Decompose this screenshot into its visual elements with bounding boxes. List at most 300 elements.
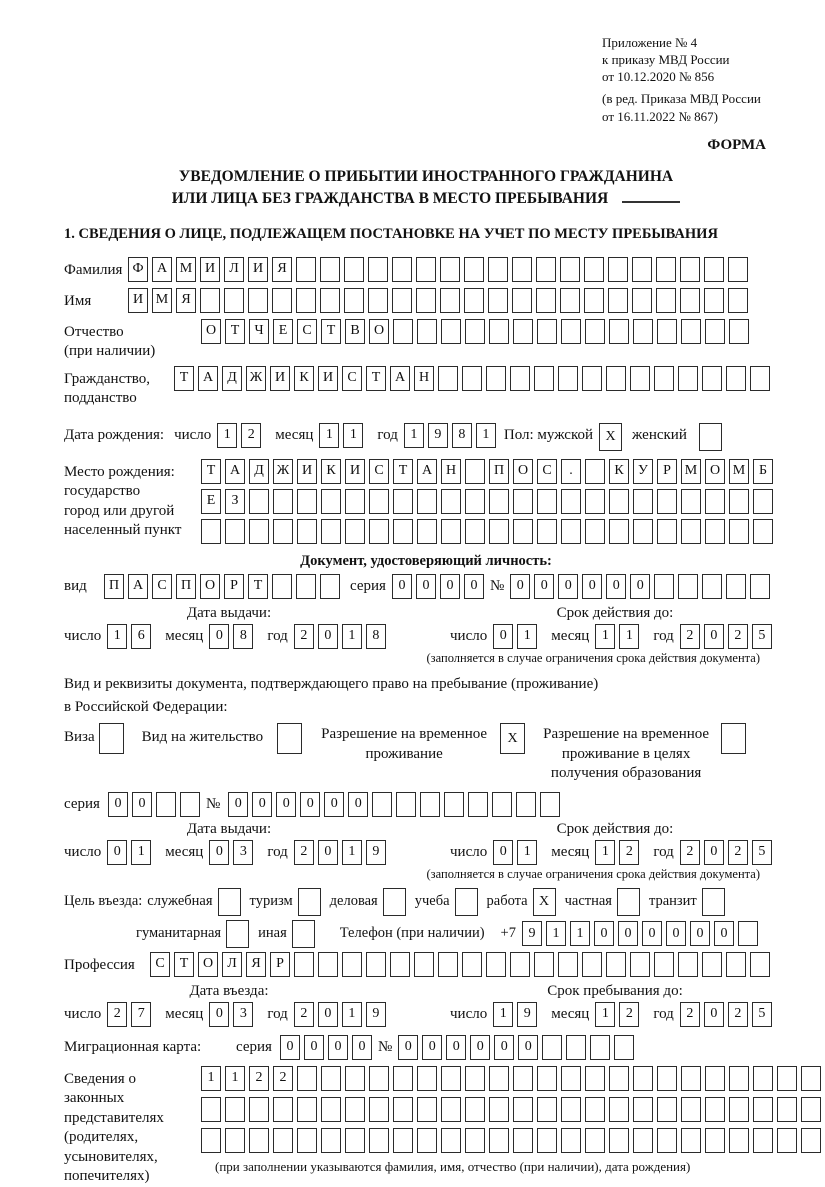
char-cell[interactable]: [201, 519, 221, 544]
char-cell[interactable]: [537, 319, 557, 344]
char-cell[interactable]: [465, 459, 485, 484]
char-cell[interactable]: 0: [328, 1035, 348, 1060]
char-cell[interactable]: [753, 1097, 773, 1122]
char-cell[interactable]: Ч: [249, 319, 269, 344]
char-cell[interactable]: [321, 1128, 341, 1153]
char-cell[interactable]: [444, 792, 464, 817]
char-cell[interactable]: К: [609, 459, 629, 484]
char-cell[interactable]: З: [225, 489, 245, 514]
char-cell[interactable]: [420, 792, 440, 817]
char-cell[interactable]: [510, 366, 530, 391]
char-cell[interactable]: И: [345, 459, 365, 484]
char-cell[interactable]: П: [104, 574, 124, 599]
char-cell[interactable]: В: [345, 319, 365, 344]
char-cell[interactable]: [561, 1128, 581, 1153]
char-cell[interactable]: С: [297, 319, 317, 344]
char-cell[interactable]: [609, 1066, 629, 1091]
char-cell[interactable]: [704, 257, 724, 282]
char-cell[interactable]: [585, 1128, 605, 1153]
char-cell[interactable]: [566, 1035, 586, 1060]
char-cell[interactable]: Т: [366, 366, 386, 391]
char-cell[interactable]: Д: [222, 366, 242, 391]
char-cell[interactable]: [632, 288, 652, 313]
char-cell[interactable]: 0: [324, 792, 344, 817]
char-cell[interactable]: [489, 1097, 509, 1122]
char-cell[interactable]: 2: [107, 1002, 127, 1027]
char-cell[interactable]: [225, 1097, 245, 1122]
char-cell[interactable]: [272, 574, 292, 599]
char-cell[interactable]: [633, 1066, 653, 1091]
char-cell[interactable]: [297, 489, 317, 514]
char-cell[interactable]: [558, 952, 578, 977]
char-cell[interactable]: [321, 519, 341, 544]
char-cell[interactable]: 0: [392, 574, 412, 599]
char-cell[interactable]: 0: [398, 1035, 418, 1060]
char-cell[interactable]: [345, 1128, 365, 1153]
char-cell[interactable]: [657, 1128, 677, 1153]
char-cell[interactable]: [296, 288, 316, 313]
char-cell[interactable]: [414, 952, 434, 977]
char-cell[interactable]: 9: [517, 1002, 537, 1027]
char-cell[interactable]: Т: [174, 366, 194, 391]
char-cell[interactable]: [585, 489, 605, 514]
char-cell[interactable]: 9: [522, 921, 542, 946]
char-cell[interactable]: А: [198, 366, 218, 391]
char-cell[interactable]: [801, 1097, 821, 1122]
char-cell[interactable]: [369, 1066, 389, 1091]
char-cell[interactable]: 2: [728, 1002, 748, 1027]
char-cell[interactable]: 2: [680, 1002, 700, 1027]
char-cell[interactable]: [561, 1066, 581, 1091]
char-cell[interactable]: [393, 519, 413, 544]
char-cell[interactable]: [297, 519, 317, 544]
char-cell[interactable]: 2: [680, 840, 700, 865]
char-cell[interactable]: 0: [304, 1035, 324, 1060]
char-cell[interactable]: 0: [518, 1035, 538, 1060]
char-cell[interactable]: [441, 1128, 461, 1153]
char-cell[interactable]: [729, 1128, 749, 1153]
char-cell[interactable]: 0: [300, 792, 320, 817]
char-cell[interactable]: Ж: [246, 366, 266, 391]
char-cell[interactable]: [156, 792, 176, 817]
char-cell[interactable]: 9: [366, 1002, 386, 1027]
char-cell[interactable]: И: [318, 366, 338, 391]
char-cell[interactable]: 3: [233, 1002, 253, 1027]
char-cell[interactable]: [248, 288, 268, 313]
char-cell[interactable]: У: [633, 459, 653, 484]
char-cell[interactable]: [492, 792, 512, 817]
char-cell[interactable]: 1: [595, 1002, 615, 1027]
char-cell[interactable]: [369, 489, 389, 514]
char-cell[interactable]: 0: [704, 1002, 724, 1027]
char-cell[interactable]: [536, 288, 556, 313]
char-cell[interactable]: И: [270, 366, 290, 391]
char-cell[interactable]: [753, 1066, 773, 1091]
char-cell[interactable]: О: [201, 319, 221, 344]
char-cell[interactable]: [390, 952, 410, 977]
char-cell[interactable]: 1: [570, 921, 590, 946]
char-cell[interactable]: С: [537, 459, 557, 484]
char-cell[interactable]: [609, 1097, 629, 1122]
char-cell[interactable]: [614, 1035, 634, 1060]
char-cell[interactable]: [678, 574, 698, 599]
char-cell[interactable]: [318, 952, 338, 977]
char-cell[interactable]: [608, 257, 628, 282]
char-cell[interactable]: [801, 1066, 821, 1091]
char-cell[interactable]: А: [390, 366, 410, 391]
char-cell[interactable]: [513, 489, 533, 514]
char-cell[interactable]: [298, 888, 321, 916]
char-cell[interactable]: [249, 519, 269, 544]
char-cell[interactable]: [534, 952, 554, 977]
char-cell[interactable]: 0: [348, 792, 368, 817]
char-cell[interactable]: Т: [225, 319, 245, 344]
char-cell[interactable]: [729, 489, 749, 514]
char-cell[interactable]: М: [681, 459, 701, 484]
char-cell[interactable]: И: [248, 257, 268, 282]
char-cell[interactable]: [584, 257, 604, 282]
char-cell[interactable]: [320, 257, 340, 282]
char-cell[interactable]: [681, 319, 701, 344]
char-cell[interactable]: [99, 723, 124, 754]
char-cell[interactable]: П: [176, 574, 196, 599]
char-cell[interactable]: [584, 288, 604, 313]
char-cell[interactable]: 2: [294, 840, 314, 865]
char-cell[interactable]: А: [152, 257, 172, 282]
char-cell[interactable]: 5: [752, 1002, 772, 1027]
char-cell[interactable]: [297, 1066, 317, 1091]
char-cell[interactable]: [657, 1066, 677, 1091]
char-cell[interactable]: 0: [510, 574, 530, 599]
char-cell[interactable]: [489, 1128, 509, 1153]
char-cell[interactable]: К: [321, 459, 341, 484]
char-cell[interactable]: Я: [176, 288, 196, 313]
char-cell[interactable]: С: [342, 366, 362, 391]
char-cell[interactable]: [249, 489, 269, 514]
char-cell[interactable]: [729, 1097, 749, 1122]
char-cell[interactable]: 0: [494, 1035, 514, 1060]
char-cell[interactable]: [392, 257, 412, 282]
char-cell[interactable]: [344, 257, 364, 282]
char-cell[interactable]: [417, 1097, 437, 1122]
char-cell[interactable]: [201, 1128, 221, 1153]
char-cell[interactable]: [465, 1066, 485, 1091]
char-cell[interactable]: [617, 888, 640, 916]
char-cell[interactable]: [630, 952, 650, 977]
char-cell[interactable]: [441, 319, 461, 344]
char-cell[interactable]: [726, 366, 746, 391]
char-cell[interactable]: 5: [752, 624, 772, 649]
char-cell[interactable]: 1: [619, 624, 639, 649]
char-cell[interactable]: 1: [225, 1066, 245, 1091]
char-cell[interactable]: 0: [666, 921, 686, 946]
char-cell[interactable]: 0: [464, 574, 484, 599]
char-cell[interactable]: [417, 1066, 437, 1091]
char-cell[interactable]: 0: [209, 624, 229, 649]
char-cell[interactable]: [462, 952, 482, 977]
char-cell[interactable]: 0: [318, 624, 338, 649]
char-cell[interactable]: [465, 1097, 485, 1122]
char-cell[interactable]: С: [150, 952, 170, 977]
char-cell[interactable]: [489, 519, 509, 544]
char-cell[interactable]: 2: [728, 840, 748, 865]
char-cell[interactable]: [705, 519, 725, 544]
char-cell[interactable]: [417, 489, 437, 514]
char-cell[interactable]: 0: [280, 1035, 300, 1060]
char-cell[interactable]: [606, 366, 626, 391]
char-cell[interactable]: [726, 952, 746, 977]
char-cell[interactable]: 0: [318, 1002, 338, 1027]
char-cell[interactable]: [585, 1097, 605, 1122]
char-cell[interactable]: [801, 1128, 821, 1153]
char-cell[interactable]: 1: [319, 423, 339, 448]
char-cell[interactable]: [705, 489, 725, 514]
char-cell[interactable]: [729, 519, 749, 544]
char-cell[interactable]: [273, 1097, 293, 1122]
char-cell[interactable]: Р: [657, 459, 677, 484]
char-cell[interactable]: [369, 1128, 389, 1153]
char-cell[interactable]: [342, 952, 362, 977]
char-cell[interactable]: [294, 952, 314, 977]
char-cell[interactable]: А: [128, 574, 148, 599]
char-cell[interactable]: [488, 288, 508, 313]
char-cell[interactable]: [224, 288, 244, 313]
char-cell[interactable]: И: [128, 288, 148, 313]
char-cell[interactable]: [753, 519, 773, 544]
char-cell[interactable]: 0: [446, 1035, 466, 1060]
char-cell[interactable]: 0: [470, 1035, 490, 1060]
char-cell[interactable]: [345, 489, 365, 514]
char-cell[interactable]: [750, 366, 770, 391]
char-cell[interactable]: [512, 288, 532, 313]
char-cell[interactable]: [560, 257, 580, 282]
char-cell[interactable]: [416, 257, 436, 282]
char-cell[interactable]: С: [152, 574, 172, 599]
char-cell[interactable]: [180, 792, 200, 817]
char-cell[interactable]: Р: [224, 574, 244, 599]
char-cell[interactable]: [296, 574, 316, 599]
char-cell[interactable]: [441, 1066, 461, 1091]
char-cell[interactable]: [486, 952, 506, 977]
char-cell[interactable]: Р: [270, 952, 290, 977]
char-cell[interactable]: [201, 1097, 221, 1122]
char-cell[interactable]: [465, 1128, 485, 1153]
char-cell[interactable]: [383, 888, 406, 916]
char-cell[interactable]: [681, 1066, 701, 1091]
char-cell[interactable]: 5: [752, 840, 772, 865]
char-cell[interactable]: [537, 519, 557, 544]
char-cell[interactable]: 0: [642, 921, 662, 946]
char-cell[interactable]: [753, 489, 773, 514]
char-cell[interactable]: 0: [209, 840, 229, 865]
char-cell[interactable]: .: [561, 459, 581, 484]
char-cell[interactable]: 6: [131, 624, 151, 649]
char-cell[interactable]: [632, 257, 652, 282]
char-cell[interactable]: [609, 519, 629, 544]
char-cell[interactable]: [225, 1128, 245, 1153]
char-cell[interactable]: [344, 288, 364, 313]
char-cell[interactable]: [393, 1066, 413, 1091]
char-cell[interactable]: 2: [241, 423, 261, 448]
char-cell[interactable]: Т: [321, 319, 341, 344]
char-cell[interactable]: [396, 792, 416, 817]
char-cell[interactable]: 0: [422, 1035, 442, 1060]
char-cell[interactable]: Н: [414, 366, 434, 391]
char-cell[interactable]: [513, 1066, 533, 1091]
char-cell[interactable]: 1: [131, 840, 151, 865]
char-cell[interactable]: [297, 1097, 317, 1122]
char-cell[interactable]: [657, 489, 677, 514]
char-cell[interactable]: [513, 1097, 533, 1122]
char-cell[interactable]: [516, 792, 536, 817]
char-cell[interactable]: [416, 288, 436, 313]
char-cell[interactable]: Л: [222, 952, 242, 977]
char-cell[interactable]: [369, 519, 389, 544]
char-cell[interactable]: [606, 952, 626, 977]
char-cell[interactable]: [702, 888, 725, 916]
char-cell[interactable]: [345, 1097, 365, 1122]
char-cell[interactable]: Т: [201, 459, 221, 484]
char-cell[interactable]: [296, 257, 316, 282]
char-cell[interactable]: [654, 366, 674, 391]
char-cell[interactable]: [609, 319, 629, 344]
char-cell[interactable]: 8: [233, 624, 253, 649]
char-cell[interactable]: Т: [174, 952, 194, 977]
char-cell[interactable]: [537, 1097, 557, 1122]
char-cell[interactable]: 0: [594, 921, 614, 946]
char-cell[interactable]: [729, 319, 749, 344]
char-cell[interactable]: [728, 288, 748, 313]
char-cell[interactable]: Ф: [128, 257, 148, 282]
char-cell[interactable]: [226, 920, 249, 948]
char-cell[interactable]: 0: [493, 624, 513, 649]
char-cell[interactable]: 2: [249, 1066, 269, 1091]
char-cell[interactable]: 7: [131, 1002, 151, 1027]
char-cell[interactable]: [656, 288, 676, 313]
char-cell[interactable]: [417, 1128, 437, 1153]
char-cell[interactable]: Б: [753, 459, 773, 484]
char-cell[interactable]: X: [599, 423, 622, 451]
char-cell[interactable]: [510, 952, 530, 977]
char-cell[interactable]: [345, 519, 365, 544]
char-cell[interactable]: П: [489, 459, 509, 484]
char-cell[interactable]: [705, 1097, 725, 1122]
char-cell[interactable]: [705, 1066, 725, 1091]
char-cell[interactable]: Я: [246, 952, 266, 977]
char-cell[interactable]: [320, 288, 340, 313]
char-cell[interactable]: 1: [342, 840, 362, 865]
char-cell[interactable]: 1: [342, 1002, 362, 1027]
char-cell[interactable]: [393, 319, 413, 344]
char-cell[interactable]: [372, 792, 392, 817]
char-cell[interactable]: 2: [619, 840, 639, 865]
char-cell[interactable]: [704, 288, 724, 313]
char-cell[interactable]: [630, 366, 650, 391]
char-cell[interactable]: [657, 1097, 677, 1122]
char-cell[interactable]: [657, 519, 677, 544]
char-cell[interactable]: [609, 489, 629, 514]
char-cell[interactable]: [633, 489, 653, 514]
char-cell[interactable]: 0: [352, 1035, 372, 1060]
char-cell[interactable]: Ж: [273, 459, 293, 484]
char-cell[interactable]: [560, 288, 580, 313]
char-cell[interactable]: 0: [714, 921, 734, 946]
char-cell[interactable]: Д: [249, 459, 269, 484]
char-cell[interactable]: [633, 319, 653, 344]
char-cell[interactable]: [513, 319, 533, 344]
char-cell[interactable]: [678, 952, 698, 977]
char-cell[interactable]: [368, 288, 388, 313]
char-cell[interactable]: [489, 489, 509, 514]
char-cell[interactable]: 2: [619, 1002, 639, 1027]
char-cell[interactable]: [249, 1128, 269, 1153]
char-cell[interactable]: [438, 952, 458, 977]
char-cell[interactable]: О: [513, 459, 533, 484]
char-cell[interactable]: [513, 519, 533, 544]
char-cell[interactable]: [417, 519, 437, 544]
char-cell[interactable]: [441, 1097, 461, 1122]
char-cell[interactable]: [369, 1097, 389, 1122]
char-cell[interactable]: [272, 288, 292, 313]
char-cell[interactable]: 0: [704, 624, 724, 649]
char-cell[interactable]: [681, 519, 701, 544]
char-cell[interactable]: [656, 257, 676, 282]
char-cell[interactable]: С: [369, 459, 389, 484]
char-cell[interactable]: 0: [606, 574, 626, 599]
char-cell[interactable]: О: [705, 459, 725, 484]
char-cell[interactable]: [393, 489, 413, 514]
char-cell[interactable]: [721, 723, 746, 754]
char-cell[interactable]: [393, 1097, 413, 1122]
char-cell[interactable]: [609, 1128, 629, 1153]
char-cell[interactable]: [537, 1128, 557, 1153]
char-cell[interactable]: [753, 1128, 773, 1153]
char-cell[interactable]: М: [729, 459, 749, 484]
char-cell[interactable]: [366, 952, 386, 977]
char-cell[interactable]: [777, 1128, 797, 1153]
char-cell[interactable]: 0: [276, 792, 296, 817]
char-cell[interactable]: 2: [294, 624, 314, 649]
char-cell[interactable]: [320, 574, 340, 599]
char-cell[interactable]: [726, 574, 746, 599]
char-cell[interactable]: 0: [209, 1002, 229, 1027]
char-cell[interactable]: 2: [273, 1066, 293, 1091]
char-cell[interactable]: 0: [440, 574, 460, 599]
char-cell[interactable]: [705, 1128, 725, 1153]
char-cell[interactable]: [441, 489, 461, 514]
char-cell[interactable]: [297, 1128, 317, 1153]
char-cell[interactable]: 0: [630, 574, 650, 599]
char-cell[interactable]: [561, 1097, 581, 1122]
char-cell[interactable]: [729, 1066, 749, 1091]
char-cell[interactable]: [345, 1066, 365, 1091]
char-cell[interactable]: [608, 288, 628, 313]
char-cell[interactable]: [468, 792, 488, 817]
char-cell[interactable]: [277, 723, 302, 754]
char-cell[interactable]: [702, 574, 722, 599]
char-cell[interactable]: [537, 489, 557, 514]
char-cell[interactable]: [249, 1097, 269, 1122]
char-cell[interactable]: [681, 1128, 701, 1153]
char-cell[interactable]: [678, 366, 698, 391]
char-cell[interactable]: [465, 489, 485, 514]
char-cell[interactable]: Т: [393, 459, 413, 484]
char-cell[interactable]: [534, 366, 554, 391]
char-cell[interactable]: [462, 366, 482, 391]
char-cell[interactable]: [777, 1097, 797, 1122]
char-cell[interactable]: [489, 319, 509, 344]
char-cell[interactable]: [489, 1066, 509, 1091]
